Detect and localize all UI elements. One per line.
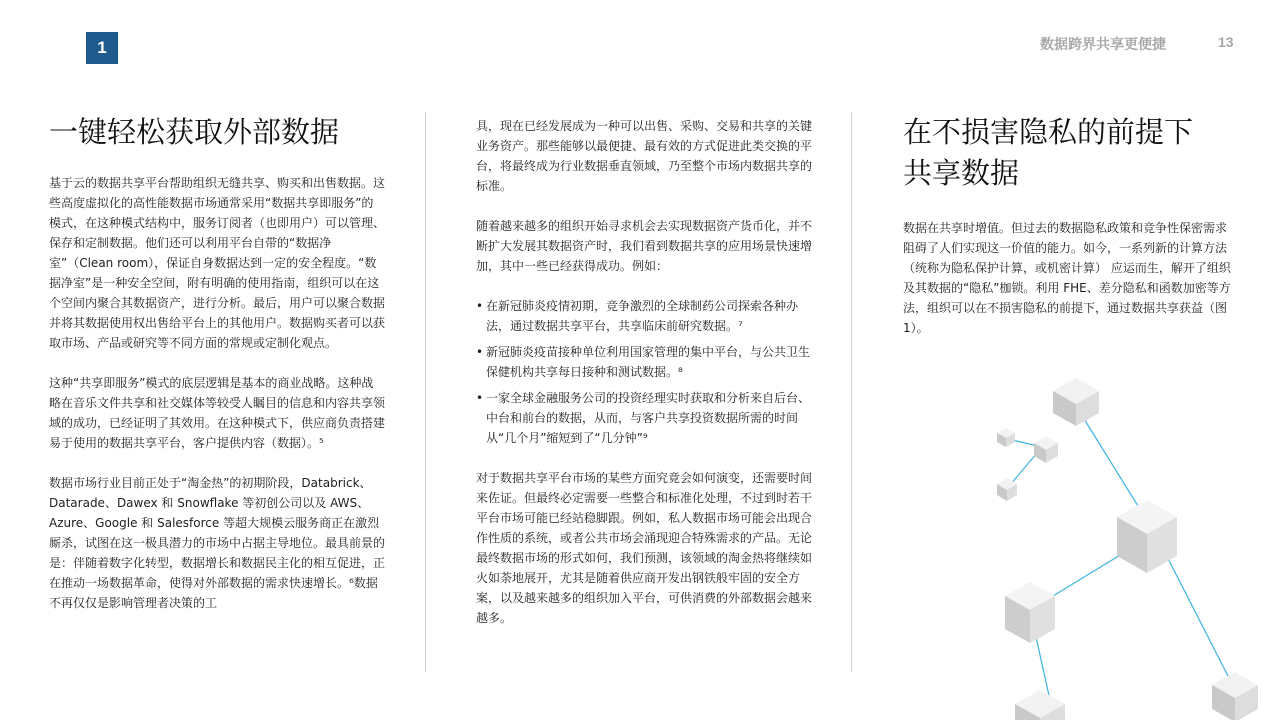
bullet-list xyxy=(476,296,812,448)
heading-line: 共享数据 xyxy=(903,156,1020,190)
section-number-badge: 1 xyxy=(86,32,118,64)
paragraph: 基于云的数据共享平台帮助组织无缝共享、购买和出售数据。这些高度虚拟化的高性能数据市场通常采用“数据共享即服务”的模式，在这种模式结构中，服务订阅者（也即用户）可以管理、保存和定制数据。他们还可以利用平台自带的“数据净室”（Clean room），保证自身数据达到一定的安全程度。“数据净室”是一种安全空间，附有明确的使用指南，组织可以在这个空间内聚合其数据资产，进行分析。最后，用户可以聚合数据并将其数据使用权出售给平台上的其他用户。数据购买者可以获取市场、产品或研究等不同方面的常规或定制化观点。 xyxy=(49,176,386,350)
cube-icon xyxy=(1034,436,1058,463)
column-1 xyxy=(49,112,385,633)
section-heading xyxy=(903,112,1233,194)
list-item xyxy=(476,342,812,382)
list-item-text: 新冠肺炎疫苗接种单位利用国家管理的集中平台，与公共卫生保健机构共享每日接种和测试数据。⁸ xyxy=(486,345,811,379)
bullet-icon: • xyxy=(476,391,484,405)
paragraph: 随着越来越多的组织开始寻求机会去实现数据资产货币化，并不断扩大发展其数据资产时，我们看到数据共享的应用场景快速增加，其中一些已经获得成功。例如： xyxy=(476,219,813,273)
column-3 xyxy=(903,112,1233,358)
bullet-icon: • xyxy=(476,345,484,359)
paragraph: 对于数据共享平台市场的某些方面究竟会如何演变，还需要时间来佐证。但最终必定需要一些整合和标准化处理，不过到时若干平台市场可能已经站稳脚跟。例如，私人数据市场可能会出现合作性质的系统，或者公共市场会涌现迎合特殊需求的产品。无论最终数据市场的形式如何，我们预测，该领域的淘金热将继续如火如荼地展开，尤其是随着供应商开发出钢铁般牢固的安全方案，以及越来越多的组织加入平台，可供消费的外部数据会越来越多。 xyxy=(476,471,813,625)
cube-icon xyxy=(1053,378,1099,426)
page-number: 13 xyxy=(1218,34,1234,50)
cube-icon xyxy=(997,428,1015,447)
cube-icon xyxy=(1015,690,1065,720)
bullet-icon: • xyxy=(476,299,484,313)
header-title: 数据跨界共享更便捷 xyxy=(1040,37,1166,53)
cube-icon xyxy=(1117,500,1177,573)
cube-icon xyxy=(1212,672,1258,720)
column-2 xyxy=(476,116,812,648)
cube-icon xyxy=(1005,582,1055,643)
column-divider xyxy=(851,112,852,672)
section-heading: 一键轻松获取外部数据 xyxy=(49,115,340,149)
list-item xyxy=(476,296,812,336)
paragraph: 这种“共享即服务”模式的底层逻辑是基本的商业战略。这种战略在音乐文件共享和社交媒体等较受人瞩目的信息和内容共享领域的成功，已经证明了其效用。在这种模式下，供应商负责搭建易于使用的数据共享平台，客户提供内容（数据）。⁵ xyxy=(49,376,386,450)
network-cubes-illustration xyxy=(960,360,1280,720)
list-item-text: 一家全球金融服务公司的投资经理实时获取和分析来自后台、中台和前台的数据，从而，与客户共享投资数据所需的时间从“几个月”缩短到了“几分钟”⁹ xyxy=(486,391,811,445)
paragraph: 数据市场行业目前正处于“淘金热”的初期阶段，Databrick、Datarade、Dawex 和 Snowflake 等初创公司以及 AWS、Azure、Google 和 Salesforce 等超大规模云服务商正在激烈厮杀，试图在这一极具潜力的市场中占据主导地位。最具前景的是：伴随着数字化转型，数据增长和数据民主化的相互促进，正在推动一场数据革命，使得对外部数据的需求快速增长。⁶数据不再仅仅是影响管理者决策的工 xyxy=(49,476,386,610)
heading-line: 在不损害隐私的前提下 xyxy=(903,115,1194,149)
paragraph: 数据在共享时增值。但过去的数据隐私政策和竞争性保密需求阻碍了人们实现这一价值的能力。如今，一系列新的计算方法（统称为隐私保护计算，或机密计算） 应运而生，解开了组织及其数据的“隐私”枷锁。利用 FHE、差分隐私和函数加密等方法，组织可以在不损害隐私的前提下，通过数据共享获益（图 1）。 xyxy=(903,221,1231,335)
list-item-text: 在新冠肺炎疫情初期，竞争激烈的全球制药公司探索各种办法，通过数据共享平台，共享临床前研究数据。⁷ xyxy=(486,299,799,333)
list-item xyxy=(476,388,812,448)
column-divider xyxy=(425,112,426,672)
cube-icon xyxy=(997,478,1017,501)
paragraph: 具，现在已经发展成为一种可以出售、采购、交易和共享的关键业务资产。那些能够以最便捷、最有效的方式促进此类交换的平台，将最终成为行业数据垂直领域，乃至整个市场内数据共享的标准。 xyxy=(476,119,813,193)
